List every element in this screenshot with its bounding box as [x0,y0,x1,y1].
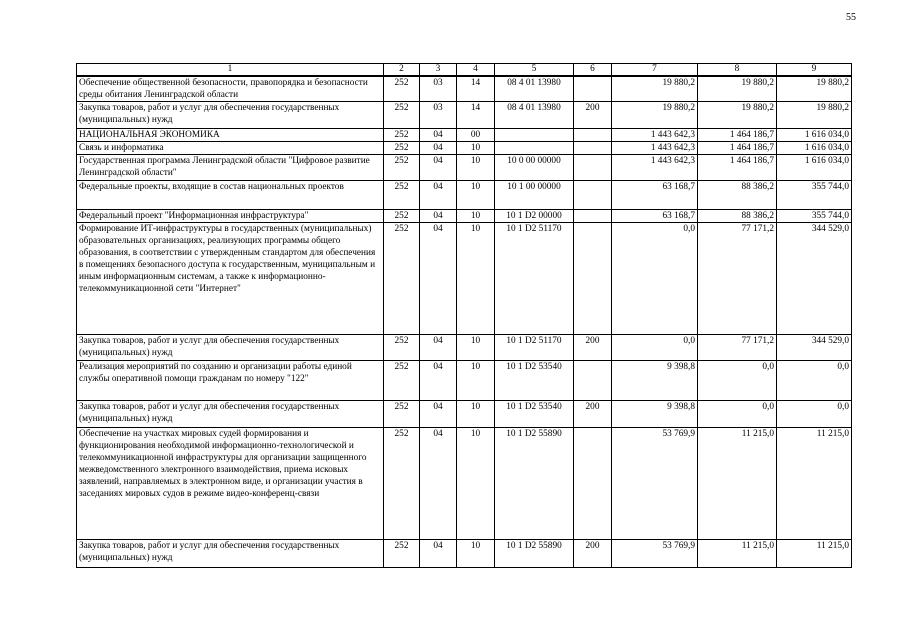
cell-amount-3: 19 880,2 [777,102,852,129]
cell-name: Закупка товаров, работ и услуг для обеспечения государственных (муниципальных) нужд [77,102,384,129]
cell-subsection: 10 [457,401,495,428]
cell-ministry-code: 252 [384,540,420,568]
cell-amount-1: 0,0 [612,223,698,335]
cell-ministry-code: 252 [384,142,420,155]
cell-subsection: 10 [457,210,495,223]
cell-amount-2: 0,0 [698,401,777,428]
cell-name: Федеральные проекты, входящие в состав национальных проектов [77,181,384,210]
cell-target-article: 10 1 D2 00000 [495,210,574,223]
column-header-2: 2 [384,64,420,77]
table-row [77,76,852,102]
cell-subsection: 10 [457,428,495,540]
cell-target-article: 08 4 01 13980 [495,102,574,129]
table-row [77,401,852,428]
page-number: 55 [846,12,856,23]
cell-subsection: 00 [457,129,495,142]
cell-name: Обеспечение общественной безопасности, правопорядка и безопасности среды обитания Ленинградской области [77,76,384,102]
cell-amount-3: 1 616 034,0 [777,129,852,142]
cell-ministry-code: 252 [384,361,420,401]
cell-name: Связь и информатика [77,142,384,155]
cell-expense-type [574,76,612,102]
cell-target-article: 10 1 D2 53540 [495,361,574,401]
cell-subsection: 14 [457,76,495,102]
column-header-1: 1 [77,64,384,77]
cell-name: Закупка товаров, работ и услуг для обеспечения государственных (муниципальных) нужд [77,401,384,428]
cell-section: 04 [420,210,457,223]
cell-ministry-code: 252 [384,223,420,335]
cell-amount-3: 11 215,0 [777,428,852,540]
cell-target-article [495,142,574,155]
cell-subsection: 14 [457,102,495,129]
cell-amount-2: 77 171,2 [698,223,777,335]
cell-amount-2: 1 464 186,7 [698,142,777,155]
cell-ministry-code: 252 [384,401,420,428]
cell-section: 04 [420,428,457,540]
cell-subsection: 10 [457,361,495,401]
column-header-8: 8 [698,64,777,77]
cell-ministry-code: 252 [384,181,420,210]
cell-name: Реализация мероприятий по созданию и организации работы единой службы оперативной помощи гражданам по номеру "122" [77,361,384,401]
column-header-7: 7 [612,64,698,77]
cell-amount-1: 9 398,8 [612,361,698,401]
cell-amount-3: 344 529,0 [777,335,852,361]
cell-target-article: 10 1 00 00000 [495,181,574,210]
cell-target-article [495,129,574,142]
cell-expense-type [574,428,612,540]
cell-subsection: 10 [457,540,495,568]
cell-amount-1: 9 398,8 [612,401,698,428]
table-row [77,335,852,361]
cell-ministry-code: 252 [384,210,420,223]
cell-amount-1: 1 443 642,3 [612,129,698,142]
cell-amount-1: 19 880,2 [612,102,698,129]
cell-section: 04 [420,335,457,361]
cell-amount-1: 1 443 642,3 [612,142,698,155]
cell-ministry-code: 252 [384,428,420,540]
cell-amount-3: 1 616 034,0 [777,142,852,155]
column-header-5: 5 [495,64,574,77]
column-header-3: 3 [420,64,457,77]
cell-target-article: 10 1 D2 51170 [495,223,574,335]
cell-amount-1: 1 443 642,3 [612,155,698,181]
cell-amount-2: 19 880,2 [698,102,777,129]
cell-amount-3: 344 529,0 [777,223,852,335]
cell-amount-1: 19 880,2 [612,76,698,102]
table-row [77,155,852,181]
cell-amount-1: 53 769,9 [612,428,698,540]
cell-subsection: 10 [457,223,495,335]
cell-target-article: 10 1 D2 51170 [495,335,574,361]
cell-amount-3: 1 616 034,0 [777,155,852,181]
cell-expense-type [574,181,612,210]
cell-amount-2: 11 215,0 [698,428,777,540]
cell-expense-type: 200 [574,540,612,568]
cell-section: 04 [420,155,457,181]
cell-amount-3: 355 744,0 [777,181,852,210]
cell-subsection: 10 [457,142,495,155]
cell-ministry-code: 252 [384,102,420,129]
cell-expense-type [574,155,612,181]
cell-target-article: 10 1 D2 55890 [495,428,574,540]
cell-subsection: 10 [457,155,495,181]
column-header-4: 4 [457,64,495,77]
header-row [77,64,852,77]
cell-section: 04 [420,129,457,142]
table-row [77,428,852,540]
cell-section: 04 [420,181,457,210]
table-row [77,223,852,335]
table-row [77,361,852,401]
cell-amount-2: 11 215,0 [698,540,777,568]
column-header-6: 6 [574,64,612,77]
cell-section: 04 [420,142,457,155]
table-row [77,142,852,155]
cell-amount-2: 1 464 186,7 [698,155,777,181]
cell-amount-1: 53 769,9 [612,540,698,568]
cell-ministry-code: 252 [384,76,420,102]
cell-target-article: 08 4 01 13980 [495,76,574,102]
cell-amount-2: 88 386,2 [698,210,777,223]
cell-section: 03 [420,76,457,102]
cell-section: 04 [420,223,457,335]
table-row [77,210,852,223]
table-row [77,181,852,210]
cell-name: Государственная программа Ленинградской области "Цифровое развитие Ленинградской области" [77,155,384,181]
cell-ministry-code: 252 [384,155,420,181]
cell-name: Федеральный проект "Информационная инфраструктура" [77,210,384,223]
table-row [77,540,852,568]
cell-amount-3: 0,0 [777,361,852,401]
cell-amount-3: 11 215,0 [777,540,852,568]
cell-section: 04 [420,361,457,401]
cell-name: Закупка товаров, работ и услуг для обеспечения государственных (муниципальных) нужд [77,335,384,361]
cell-target-article: 10 0 00 00000 [495,155,574,181]
cell-section: 03 [420,102,457,129]
cell-subsection: 10 [457,335,495,361]
cell-subsection: 10 [457,181,495,210]
table-row [77,102,852,129]
table-body [77,76,852,568]
cell-ministry-code: 252 [384,335,420,361]
cell-expense-type [574,129,612,142]
table-row [77,129,852,142]
cell-amount-3: 0,0 [777,401,852,428]
cell-ministry-code: 252 [384,129,420,142]
cell-expense-type: 200 [574,102,612,129]
cell-expense-type [574,210,612,223]
cell-name: Формирование ИТ-инфраструктуры в государственных (муниципальных) образовательных организациях, реализующих программы общего образования, в соответствии с утвержденным стандартом для обеспечения в помещениях безопасного доступа к государственным, муниципальным и иным информационным системам, а также к информационно-телекоммуникационной сети "Интернет" [77,223,384,335]
cell-amount-2: 77 171,2 [698,335,777,361]
cell-section: 04 [420,540,457,568]
cell-amount-3: 19 880,2 [777,76,852,102]
cell-expense-type [574,361,612,401]
budget-table [76,63,852,568]
cell-target-article: 10 1 D2 55890 [495,540,574,568]
cell-name: НАЦИОНАЛЬНАЯ ЭКОНОМИКА [77,129,384,142]
cell-amount-2: 19 880,2 [698,76,777,102]
cell-amount-2: 88 386,2 [698,181,777,210]
cell-amount-3: 355 744,0 [777,210,852,223]
cell-expense-type [574,142,612,155]
cell-amount-2: 0,0 [698,361,777,401]
cell-expense-type: 200 [574,401,612,428]
cell-amount-1: 63 168,7 [612,181,698,210]
cell-name: Закупка товаров, работ и услуг для обеспечения государственных (муниципальных) нужд [77,540,384,568]
cell-amount-2: 1 464 186,7 [698,129,777,142]
cell-target-article: 10 1 D2 53540 [495,401,574,428]
cell-expense-type [574,223,612,335]
column-header-9: 9 [777,64,852,77]
cell-section: 04 [420,401,457,428]
cell-amount-1: 0,0 [612,335,698,361]
cell-amount-1: 63 168,7 [612,210,698,223]
cell-expense-type: 200 [574,335,612,361]
cell-name: Обеспечение на участках мировых судей формирования и функционирования необходимой информационно-технологической и телекоммуникационной инфраструктуры для организации защищенного межведомственного электронного взаимодействия, приема исковых заявлений, направляемых в электронном виде, и организации участия в заседаниях мировых судов в режиме видео-конференц-связи [77,428,384,540]
